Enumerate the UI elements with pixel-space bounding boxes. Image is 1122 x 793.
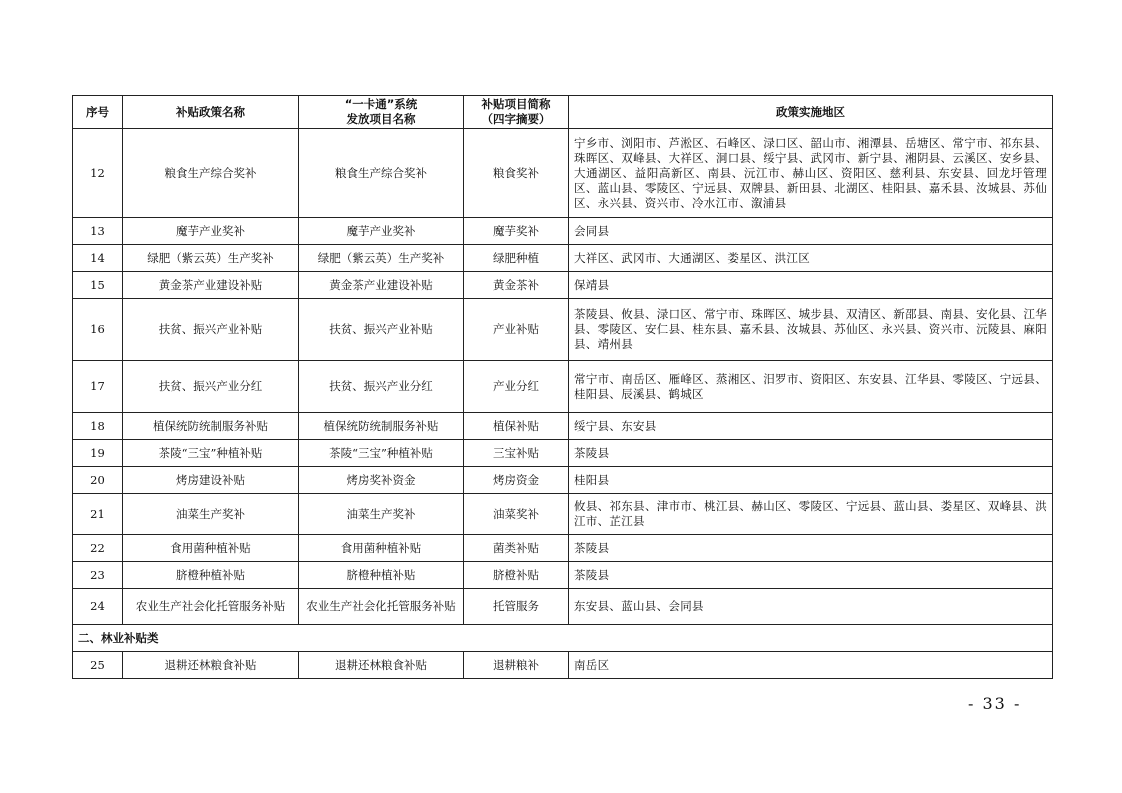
row-system-item-name: 茶陵“三宝”种植补贴 [299, 440, 464, 467]
row-policy-name: 植保统防统制服务补贴 [123, 413, 299, 440]
row-regions: 东安县、蓝山县、会同县 [569, 589, 1053, 625]
row-serial-number: 13 [73, 218, 123, 245]
row-policy-name: 黄金茶产业建设补贴 [123, 272, 299, 299]
row-abbreviation: 脐橙补贴 [464, 562, 569, 589]
row-system-item-name: 农业生产社会化托管服务补贴 [299, 589, 464, 625]
row-system-item-name: 扶贫、振兴产业分红 [299, 361, 464, 413]
row-abbreviation: 粮食奖补 [464, 129, 569, 218]
row-serial-number: 18 [73, 413, 123, 440]
row-policy-name: 粮食生产综合奖补 [123, 129, 299, 218]
table-row [73, 218, 1053, 245]
row-regions: 宁乡市、浏阳市、芦淞区、石峰区、渌口区、韶山市、湘潭县、岳塘区、常宁市、祁东县、珠晖区、双峰县、大祥区、洞口县、绥宁县、武冈市、新宁县、湘阴县、云溪区、安乡县、大通湖区、益阳高新区、南县、沅江市、赫山区、资阳区、慈利县、东安县、回龙圩管理区、蓝山县、零陵区、宁远县、双牌县、新田县、北湖区、桂阳县、嘉禾县、汝城县、苏仙区、永兴县、资兴市、冷水江市、溆浦县 [569, 129, 1053, 218]
table-row [73, 535, 1053, 562]
row-system-item-name: 绿肥（紫云英）生产奖补 [299, 245, 464, 272]
table-row [73, 299, 1053, 361]
row-regions: 桂阳县 [569, 467, 1053, 494]
row-abbreviation: 油菜奖补 [464, 494, 569, 535]
header-policy-name: 补贴政策名称 [123, 96, 299, 129]
row-serial-number: 23 [73, 562, 123, 589]
row-regions: 茶陵县 [569, 440, 1053, 467]
row-serial-number: 19 [73, 440, 123, 467]
row-regions: 茶陵县、攸县、渌口区、常宁市、珠晖区、城步县、双清区、新邵县、南县、安化县、江华县、零陵区、安仁县、桂东县、嘉禾县、汝城县、苏仙区、永兴县、资兴市、沅陵县、麻阳县、靖州县 [569, 299, 1053, 361]
row-regions: 茶陵县 [569, 535, 1053, 562]
row-abbreviation: 植保补贴 [464, 413, 569, 440]
row-serial-number: 15 [73, 272, 123, 299]
row-system-item-name: 食用菌种植补贴 [299, 535, 464, 562]
subsidy-policy-table [72, 95, 1053, 679]
row-abbreviation: 菌类补贴 [464, 535, 569, 562]
row-serial-number: 25 [73, 652, 123, 679]
table-row [73, 440, 1053, 467]
row-system-item-name: 退耕还林粮食补贴 [299, 652, 464, 679]
table-row [73, 413, 1053, 440]
row-regions: 茶陵县 [569, 562, 1053, 589]
row-policy-name: 油菜生产奖补 [123, 494, 299, 535]
row-regions: 大祥区、武冈市、大通湖区、娄星区、洪江区 [569, 245, 1053, 272]
row-policy-name: 绿肥（紫云英）生产奖补 [123, 245, 299, 272]
page-number: - 33 - [968, 694, 1022, 713]
row-system-item-name: 油菜生产奖补 [299, 494, 464, 535]
row-policy-name: 脐橙种植补贴 [123, 562, 299, 589]
row-system-item-name: 烤房奖补资金 [299, 467, 464, 494]
row-system-item-name: 黄金茶产业建设补贴 [299, 272, 464, 299]
row-policy-name: 茶陵“三宝”种植补贴 [123, 440, 299, 467]
row-abbreviation: 产业补贴 [464, 299, 569, 361]
row-system-item-name: 植保统防统制服务补贴 [299, 413, 464, 440]
header-abbreviation-line2: （四字摘要） [481, 112, 551, 126]
table-row [73, 494, 1053, 535]
section-heading: 二、林业补贴类 [73, 625, 1053, 652]
row-abbreviation: 黄金茶补 [464, 272, 569, 299]
row-serial-number: 22 [73, 535, 123, 562]
table-row [73, 562, 1053, 589]
row-policy-name: 魔芋产业奖补 [123, 218, 299, 245]
row-abbreviation: 产业分红 [464, 361, 569, 413]
row-abbreviation: 烤房资金 [464, 467, 569, 494]
row-policy-name: 扶贫、振兴产业补贴 [123, 299, 299, 361]
row-system-item-name: 粮食生产综合奖补 [299, 129, 464, 218]
header-regions: 政策实施地区 [569, 96, 1053, 129]
row-serial-number: 12 [73, 129, 123, 218]
row-abbreviation: 托管服务 [464, 589, 569, 625]
row-serial-number: 20 [73, 467, 123, 494]
table-row [73, 361, 1053, 413]
table-row [73, 129, 1053, 218]
row-regions: 常宁市、南岳区、雁峰区、蒸湘区、汨罗市、资阳区、东安县、江华县、零陵区、宁远县、桂阳县、辰溪县、鹤城区 [569, 361, 1053, 413]
row-abbreviation: 三宝补贴 [464, 440, 569, 467]
row-regions: 南岳区 [569, 652, 1053, 679]
row-serial-number: 16 [73, 299, 123, 361]
table-row [73, 245, 1053, 272]
row-serial-number: 14 [73, 245, 123, 272]
row-serial-number: 24 [73, 589, 123, 625]
row-policy-name: 扶贫、振兴产业分红 [123, 361, 299, 413]
header-system-item-line2: 发放项目名称 [346, 112, 416, 126]
row-policy-name: 退耕还林粮食补贴 [123, 652, 299, 679]
section-row [73, 625, 1053, 652]
row-regions: 攸县、祁东县、津市市、桃江县、赫山区、零陵区、宁远县、蓝山县、娄星区、双峰县、洪江市、芷江县 [569, 494, 1053, 535]
header-system-item-line1: “一卡通”系统 [344, 97, 418, 111]
row-regions: 保靖县 [569, 272, 1053, 299]
header-system-item-name [299, 96, 464, 129]
header-serial-number: 序号 [73, 96, 123, 129]
row-abbreviation: 绿肥种植 [464, 245, 569, 272]
table-row [73, 589, 1053, 625]
header-abbreviation-line1: 补贴项目简称 [481, 97, 551, 111]
row-serial-number: 21 [73, 494, 123, 535]
header-abbreviation [464, 96, 569, 129]
row-regions: 绥宁县、东安县 [569, 413, 1053, 440]
row-system-item-name: 魔芋产业奖补 [299, 218, 464, 245]
table-header-row [73, 96, 1053, 129]
table-row [73, 467, 1053, 494]
row-regions: 会同县 [569, 218, 1053, 245]
row-serial-number: 17 [73, 361, 123, 413]
table-row [73, 652, 1053, 679]
row-policy-name: 烤房建设补贴 [123, 467, 299, 494]
row-abbreviation: 退耕粮补 [464, 652, 569, 679]
row-policy-name: 农业生产社会化托管服务补贴 [123, 589, 299, 625]
row-system-item-name: 脐橙种植补贴 [299, 562, 464, 589]
table-row [73, 272, 1053, 299]
row-policy-name: 食用菌种植补贴 [123, 535, 299, 562]
row-system-item-name: 扶贫、振兴产业补贴 [299, 299, 464, 361]
row-abbreviation: 魔芋奖补 [464, 218, 569, 245]
